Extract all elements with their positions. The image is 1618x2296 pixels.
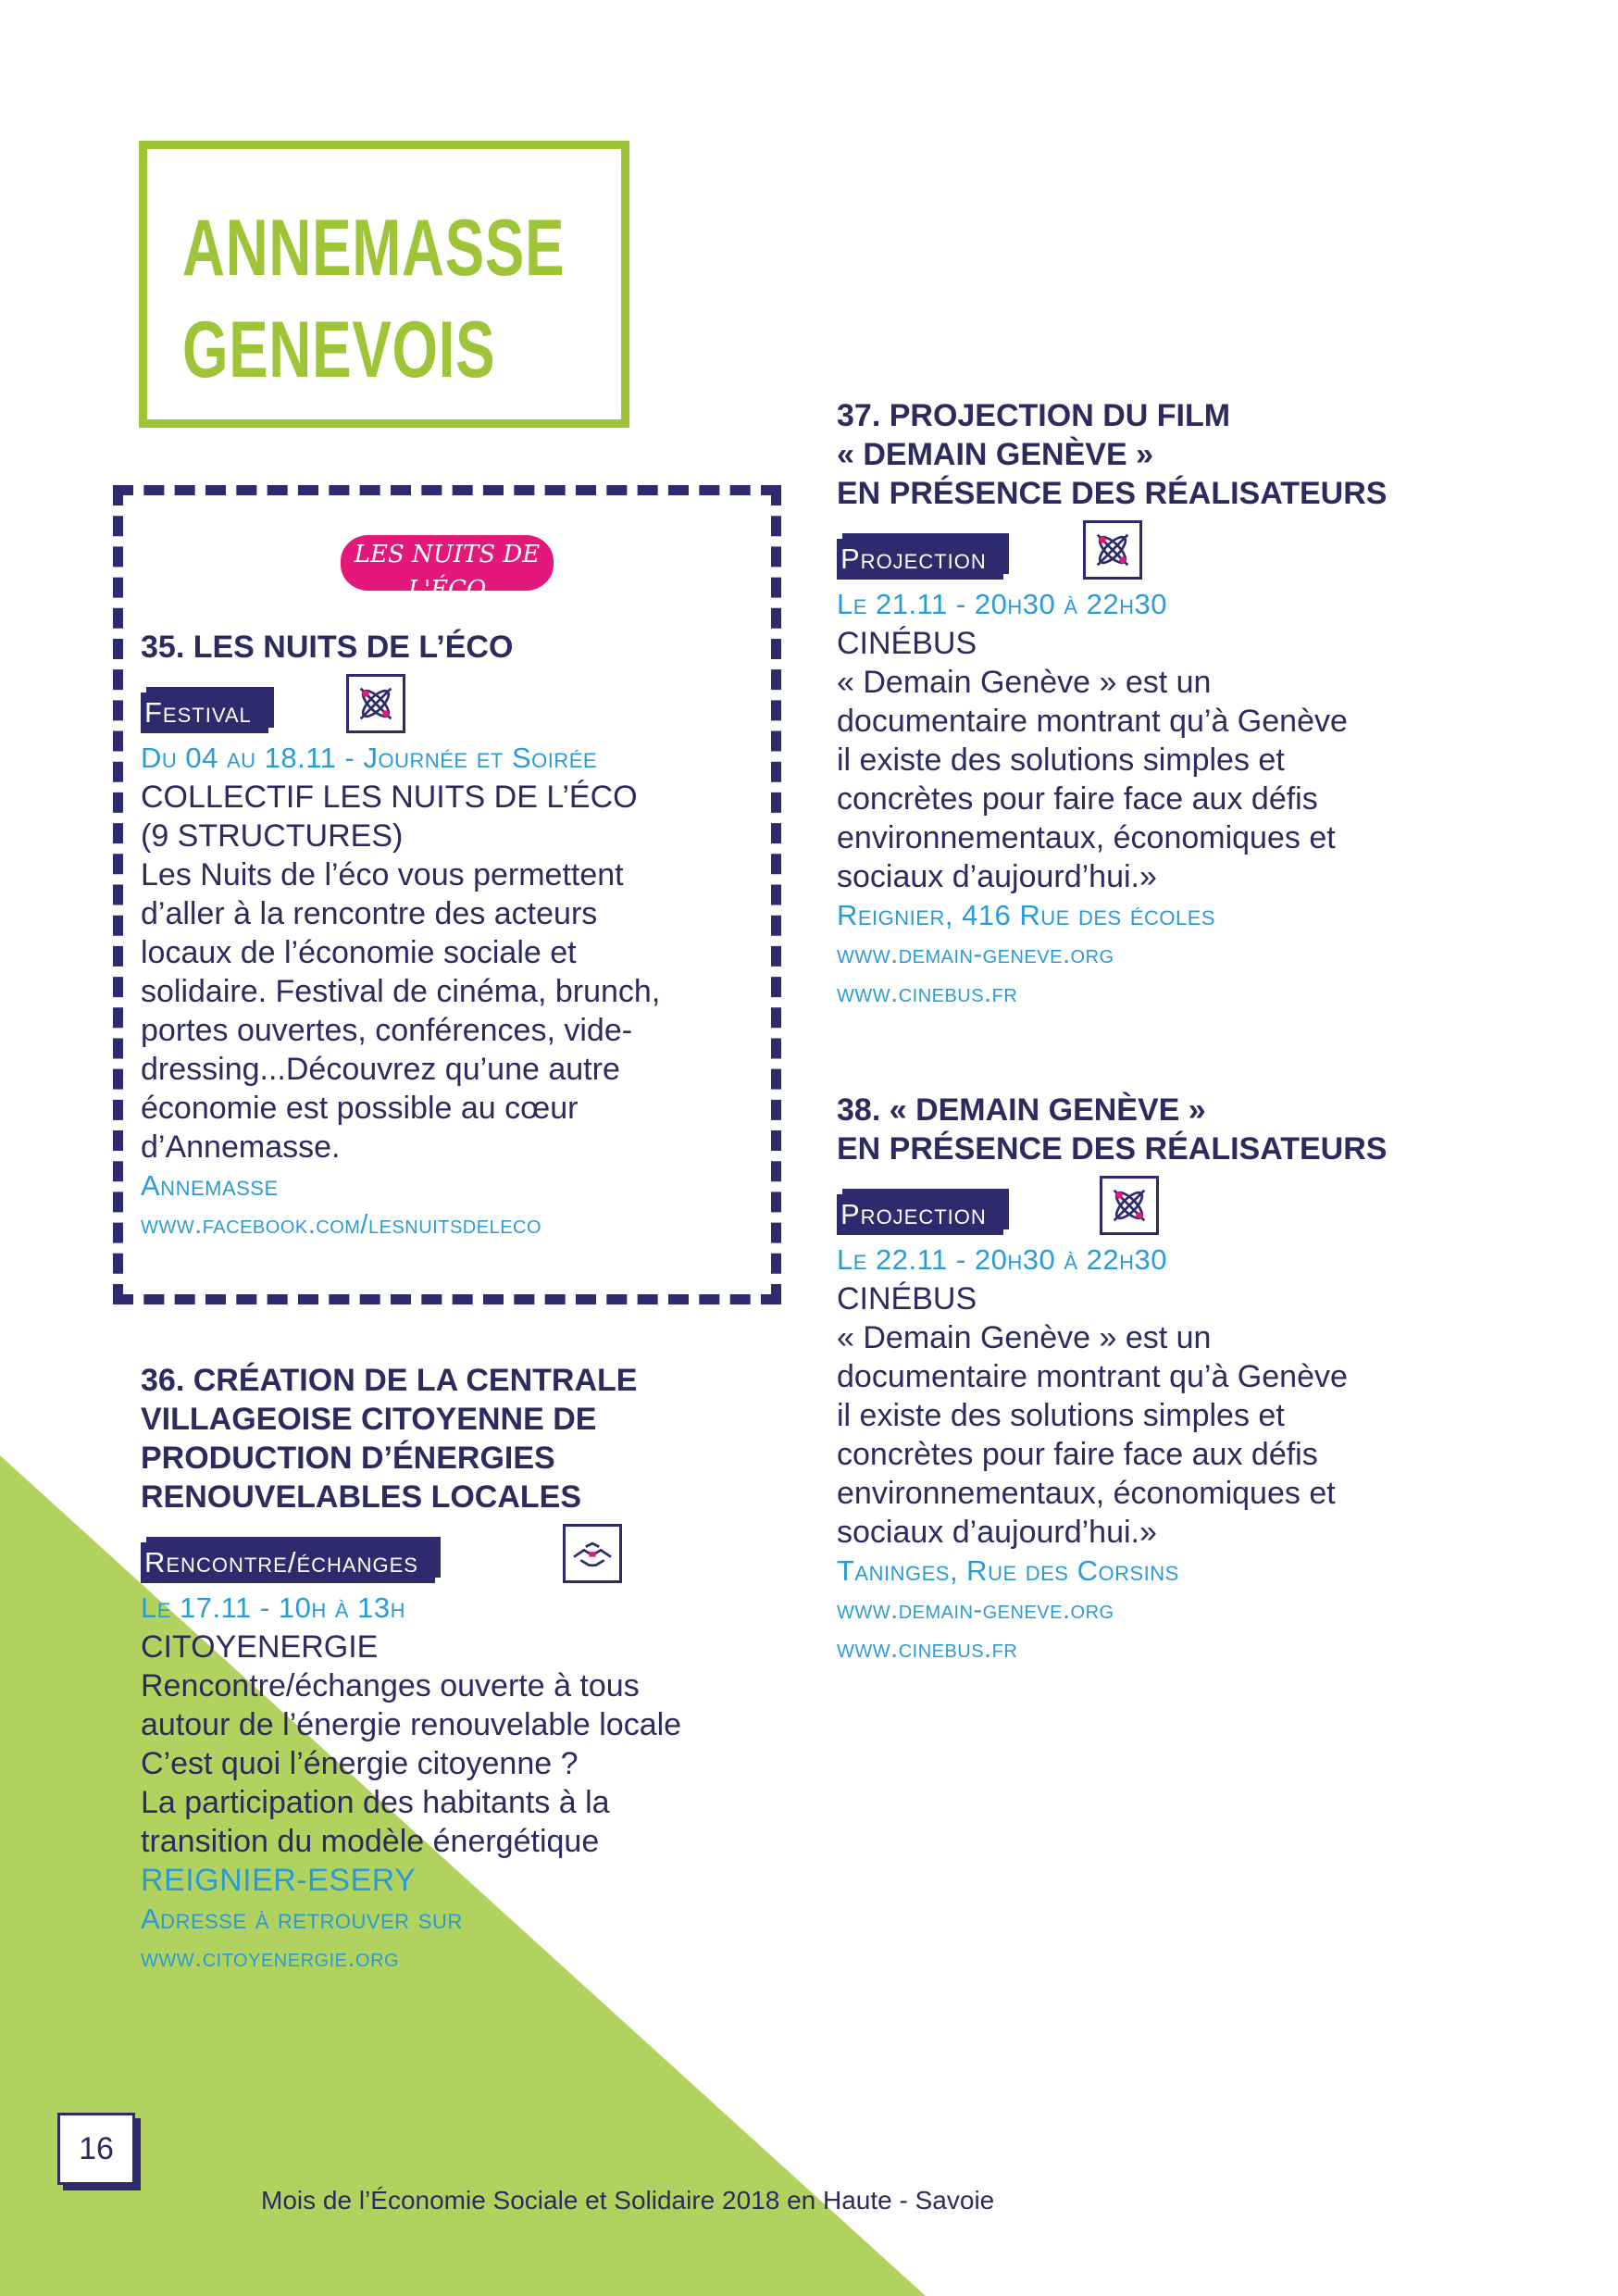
- page-number: 16: [57, 2113, 135, 2185]
- event-date: Le 17.11 - 10h à 13h: [141, 1591, 405, 1624]
- category-badge: Rencontre/échanges: [141, 1542, 435, 1583]
- film-reel-icon: [1083, 520, 1142, 580]
- event-organizer: COLLECTIF LES NUITS DE L’ÉCO (9 STRUCTURES): [141, 780, 638, 854]
- section-title-box: [139, 141, 629, 428]
- event-description: Rencontre/échanges ouverte à tous autour de l’énergie renouvelable locale C’est quoi l’énergie citoyenne ? La participation des habitants à la transition du modèle énergétique: [141, 1668, 682, 1859]
- event-location: Reignier, 416 Rue des écoles: [837, 899, 1216, 931]
- event-organizer: CINÉBUS: [837, 1281, 977, 1316]
- section-title: ANNEMASSE GENEVOIS: [182, 204, 566, 394]
- event-35: [141, 628, 770, 1244]
- event-date: Du 04 au 18.11 - Journée et Soirée: [141, 742, 598, 774]
- event-title: 38. « DEMAIN GENÈVE » EN PRÉSENCE DES RÉALISATEURS: [837, 1092, 1388, 1167]
- event-36: [141, 1361, 807, 1978]
- les-nuits-de-l-eco-logo: LES NUITS DE L'ÉCO DONNONS DU SENS À L'ÉCONOMIE: [341, 535, 554, 591]
- film-reel-icon: [1100, 1176, 1159, 1235]
- event-location: REIGNIER-ESERY: [141, 1863, 417, 1898]
- event-title: 35. LES NUITS DE L’ÉCO: [141, 630, 514, 665]
- event-description: Les Nuits de l’éco vous permettent d’aller à la rencontre des acteurs locaux de l’économie sociale et solidaire. Festival de cinéma, brunch, portes ouvertes, conférences, vide- dressing...Découvrez qu’une autre économie est possible au cœur d’Annemasse.: [141, 857, 661, 1165]
- event-link[interactable]: www.cinebus.fr: [837, 979, 1018, 1008]
- event-location: Annemasse: [141, 1169, 279, 1202]
- event-organizer: CINÉBUS: [837, 626, 977, 661]
- category-badge: Projection: [837, 539, 1003, 580]
- event-address-note: Adresse à retrouver sur: [141, 1903, 463, 1935]
- event-title: 37. PROJECTION DU FILM « DEMAIN GENÈVE » EN PRÉSENCE DES RÉALISATEURS: [837, 398, 1388, 511]
- event-date: Le 22.11 - 20h30 à 22h30: [837, 1243, 1167, 1276]
- event-description: « Demain Genève » est un documentaire montrant qu’à Genève il existe des solutions simples et concrètes pour faire face aux défis environnementaux, économiques et sociaux d’aujourd’hui.»: [837, 665, 1348, 894]
- handshake-icon: [563, 1524, 622, 1583]
- event-37: [837, 396, 1540, 1013]
- event-link[interactable]: www.demain-geneve.org: [837, 940, 1114, 969]
- event-location: Taninges, Rue des Corsins: [837, 1554, 1179, 1587]
- event-link[interactable]: www.demain-geneve.org: [837, 1595, 1114, 1625]
- event-organizer: CITOYENERGIE: [141, 1629, 379, 1665]
- category-badge: Festival: [141, 693, 268, 733]
- category-row: [837, 1176, 1540, 1241]
- film-reel-icon: [346, 674, 405, 733]
- event-38: [837, 1091, 1540, 1668]
- event-title: 36. CRÉATION DE LA CENTRALE VILLAGEOISE CITOYENNE DE PRODUCTION D’ÉNERGIES RENOUVELABLES LOCALES: [141, 1363, 638, 1515]
- event-link[interactable]: www.cinebus.fr: [837, 1634, 1018, 1664]
- event-link[interactable]: www.citoyenergie.org: [141, 1943, 400, 1973]
- category-row: [837, 520, 1540, 585]
- category-row: [141, 674, 770, 739]
- event-link[interactable]: www.facebook.com/lesnuitsdeleco: [141, 1210, 542, 1240]
- footer-text: Mois de l’Économie Sociale et Solidaire 2018 en Haute - Savoie: [261, 2186, 995, 2215]
- category-row: [141, 1524, 807, 1589]
- event-date: Le 21.11 - 20h30 à 22h30: [837, 588, 1167, 620]
- event-description: « Demain Genève » est un documentaire montrant qu’à Genève il existe des solutions simples et concrètes pour faire face aux défis environnementaux, économiques et sociaux d’aujourd’hui.»: [837, 1320, 1348, 1550]
- category-badge: Projection: [837, 1194, 1003, 1235]
